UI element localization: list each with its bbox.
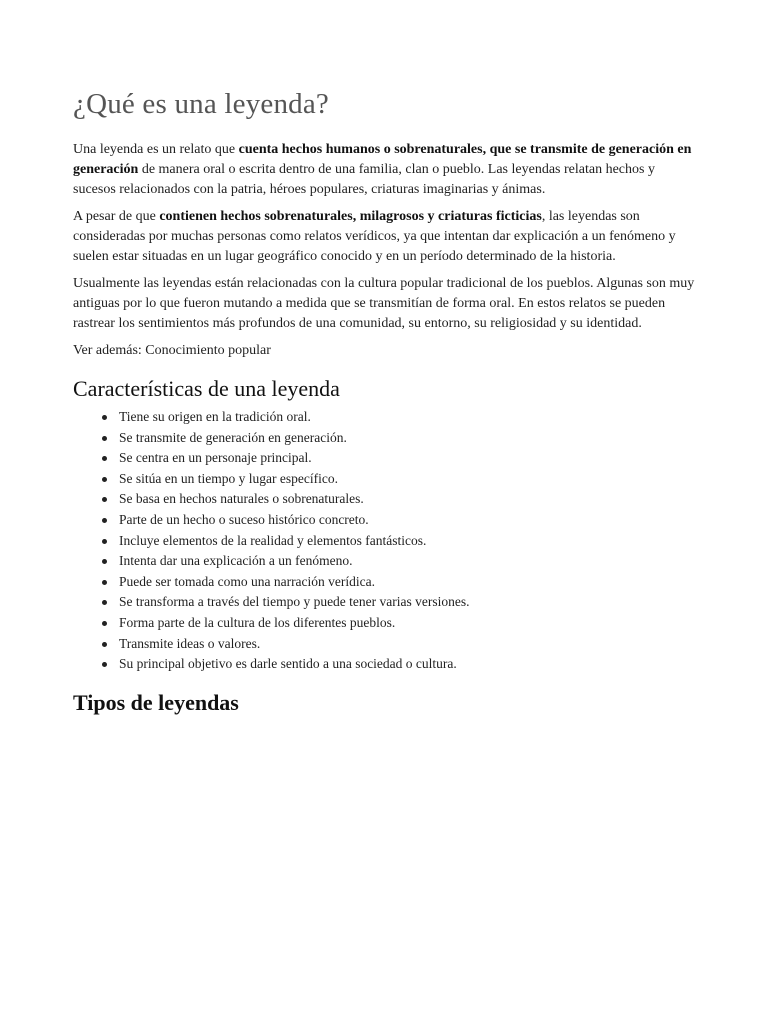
page-title: ¿Qué es una leyenda? <box>73 88 330 120</box>
list-item-text: Se basa en hechos naturales o sobrenaturales. <box>119 491 364 507</box>
list-item <box>119 489 698 510</box>
bullet-icon <box>102 436 107 441</box>
list-item <box>119 634 698 655</box>
list-item-text: Se transmite de generación en generación. <box>119 429 347 445</box>
paragraph-bold-text: contienen hechos sobrenaturales, milagrosos y criaturas ficticias <box>159 209 542 224</box>
paragraph-bold-text: cuenta hechos humanos o sobrenaturales, que se transmite de generación en generación <box>73 142 692 177</box>
list-item <box>119 654 698 675</box>
list-item <box>119 613 698 634</box>
list-item-text: Se sitúa en un tiempo y lugar específico. <box>119 470 338 486</box>
list-item <box>119 551 698 572</box>
beliefs-paragraph <box>73 207 698 267</box>
list-item-text: Forma parte de la cultura de los diferentes pueblos. <box>119 614 396 630</box>
bullet-icon <box>102 662 107 667</box>
bullet-icon <box>102 580 107 585</box>
characteristics-list <box>73 407 698 675</box>
intro-paragraph <box>73 140 698 200</box>
list-item <box>119 407 698 428</box>
bullet-icon <box>102 539 107 544</box>
culture-paragraph <box>73 274 698 334</box>
bullet-icon <box>102 642 107 647</box>
list-item-text: Transmite ideas o valores. <box>119 635 261 651</box>
list-item-text: Intenta dar una explicación a un fenómeno. <box>119 553 353 569</box>
bullet-icon <box>102 456 107 461</box>
list-item-text: Se centra en un personaje principal. <box>119 450 312 466</box>
bullet-icon <box>102 559 107 564</box>
list-item <box>119 469 698 490</box>
list-item <box>119 592 698 613</box>
bullet-icon <box>102 518 107 523</box>
list-item-text: Tiene su origen en la tradición oral. <box>119 409 311 424</box>
paragraph-text: , las leyendas son consideradas por muchas personas como relatos verídicos, ya que intentan dar explicación a un fenómeno y suelen estar situadas en un lugar geográfico conocido y en un período determinado de la historia. <box>73 209 676 264</box>
types-heading: Tipos de leyendas <box>73 689 239 715</box>
list-item <box>119 510 698 531</box>
bullet-icon <box>102 415 107 420</box>
characteristics-heading: Características de una leyenda <box>73 376 340 401</box>
bullet-icon <box>102 621 107 626</box>
list-item-text: Se transforma a través del tiempo y puede tener varias versiones. <box>119 594 470 610</box>
paragraph-text: de manera oral o escrita dentro de una familia, clan o pueblo. Las leyendas relatan hechos y sucesos relacionados con la patria, héroes populares, criaturas imaginarias y ánimas. <box>73 162 655 197</box>
list-item-text: Puede ser tomada como una narración verídica. <box>119 573 376 589</box>
list-item <box>119 572 698 593</box>
list-item-text: Parte de un hecho o suceso histórico concreto. <box>119 511 369 527</box>
bullet-icon <box>102 477 107 482</box>
list-item <box>119 531 698 552</box>
paragraph-text: A pesar de que <box>73 209 160 224</box>
paragraph-text: Usualmente las leyendas están relacionadas con la cultura popular tradicional de los pueblos. Algunas son muy antiguas por lo que fueron mutando a medida que se transmitían de forma oral. En estos relatos se pueden rastrear los sentimientos más profundos de una comunidad, su entorno, su religiosidad y su identidad. <box>73 276 695 331</box>
bullet-icon <box>102 497 107 502</box>
bullet-icon <box>102 600 107 605</box>
list-item <box>119 428 698 449</box>
list-item <box>119 448 698 469</box>
list-item-text: Incluye elementos de la realidad y elementos fantásticos. <box>119 532 427 548</box>
list-item-text: Su principal objetivo es darle sentido a una sociedad o cultura. <box>119 656 457 672</box>
document-page <box>73 86 698 721</box>
see-also-note: Ver además: Conocimiento popular <box>73 343 271 358</box>
paragraph-text: Una leyenda es un relato que <box>73 142 239 157</box>
